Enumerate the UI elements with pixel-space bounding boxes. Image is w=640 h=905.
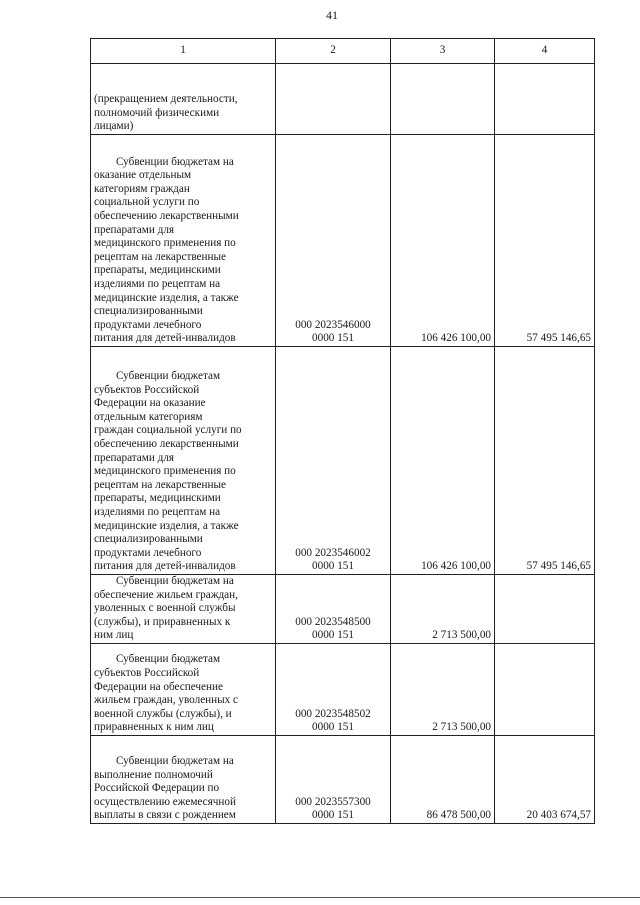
row-name	[91, 64, 276, 135]
row-value-col-4	[495, 644, 595, 736]
row-name-line: выполнение полномочий	[94, 768, 213, 781]
row-value-col-4	[495, 64, 595, 135]
row-code-line: 0000 151	[312, 721, 354, 734]
row-code-line: 0000 151	[312, 332, 354, 345]
row-name-line: Субвенции бюджетам на	[116, 155, 234, 168]
row-name-line: Субвенции бюджетам	[116, 653, 221, 666]
row-name-line: Субвенции бюджетам на	[116, 575, 234, 588]
row-code-line: 000 2023548502	[295, 707, 371, 720]
row-name-line: обеспечению лекарственными	[94, 210, 239, 223]
row-name-line: категориям граждан	[94, 182, 190, 195]
row-value-col-3: 86 478 500,00	[391, 736, 495, 824]
row-name-line: продуктами лечебного	[94, 318, 202, 331]
row-name-line: Федерации на обеспечение	[94, 680, 223, 693]
row-name-line: жильем граждан, уволенных с	[94, 694, 239, 707]
table-body	[91, 64, 595, 824]
row-value-col-3: 106 426 100,00	[391, 347, 495, 575]
row-name	[91, 736, 276, 824]
row-name	[91, 135, 276, 347]
row-name-line: (прекращением деятельности,	[94, 93, 238, 106]
row-name-line: изделиями по рецептам на	[94, 506, 221, 519]
table-row	[91, 347, 595, 575]
row-code-line: 0000 151	[312, 560, 354, 573]
table-row	[91, 575, 595, 644]
row-name-line: обеспечению лекарственными	[94, 438, 239, 451]
row-value-col-4: 57 495 146,65	[495, 347, 595, 575]
row-name-line: субъектов Российской	[94, 383, 200, 396]
row-code-line: 000 2023548500	[295, 615, 371, 628]
header-col-2: 2	[276, 39, 391, 64]
row-name	[91, 644, 276, 736]
row-code	[276, 347, 391, 575]
row-code-line: 000 2023546002	[295, 546, 371, 559]
row-name-line: Субвенции бюджетам на	[116, 755, 234, 768]
table-row	[91, 135, 595, 347]
header-col-3: 3	[391, 39, 495, 64]
row-value-col-4	[495, 575, 595, 644]
row-code	[276, 644, 391, 736]
row-name-line: уволенных с военной службы	[94, 602, 236, 615]
row-name-line: оказание отдельным	[94, 169, 192, 182]
row-value-col-4: 20 403 674,57	[495, 736, 595, 824]
row-name-line: медицинского применения по	[94, 237, 236, 250]
row-name-line: Российской Федерации по	[94, 782, 220, 795]
row-name-line: медицинского применения по	[94, 465, 236, 478]
row-name-line: препаратами для	[94, 451, 175, 464]
row-code	[276, 575, 391, 644]
row-name-line: медицинские изделия, а также	[94, 519, 239, 532]
row-code-line: 000 2023557300	[295, 795, 371, 808]
row-name-line: специализированными	[94, 533, 203, 546]
row-name-line: приравненных к ним лиц	[94, 721, 214, 734]
row-name-line: ним лиц	[94, 629, 134, 642]
row-name-line: граждан социальной услуги по	[94, 424, 242, 437]
row-name-line: препаратами для	[94, 223, 175, 236]
table-row	[91, 644, 595, 736]
row-name-line: препараты, медицинскими	[94, 492, 221, 505]
row-name-line: лицами)	[94, 120, 134, 133]
row-name-line: питания для детей-инвалидов	[94, 560, 236, 573]
row-name-line: обеспечение жильем граждан,	[94, 588, 238, 601]
scan-edge-line	[0, 897, 640, 898]
table-row	[91, 64, 595, 135]
row-name-line: препараты, медицинскими	[94, 264, 221, 277]
row-name-line: продуктами лечебного	[94, 546, 202, 559]
row-name-line: военной службы (службы), и	[94, 707, 232, 720]
row-name-line: социальной услуги по	[94, 196, 200, 209]
header-col-1: 1	[91, 39, 276, 64]
row-name	[91, 347, 276, 575]
row-name-line: изделиями по рецептам на	[94, 278, 221, 291]
row-name-line: рецептам на лекарственные	[94, 250, 226, 263]
row-name-line: (службы), и приравненных к	[94, 615, 231, 628]
row-name-line: выплаты в связи с рождением	[94, 809, 236, 822]
row-code	[276, 135, 391, 347]
row-code-line: 0000 151	[312, 629, 354, 642]
row-name-line: медицинские изделия, а также	[94, 291, 239, 304]
row-code	[276, 736, 391, 824]
row-name-line: специализированными	[94, 305, 203, 318]
row-value-col-3	[391, 64, 495, 135]
row-name-line: питания для детей-инвалидов	[94, 332, 236, 345]
row-name-line: Федерации на оказание	[94, 397, 206, 410]
row-name	[91, 575, 276, 644]
row-value-col-4: 57 495 146,65	[495, 135, 595, 347]
table-row	[91, 736, 595, 824]
row-name-line: Субвенции бюджетам	[116, 370, 221, 383]
row-name-line: полномочий физическими	[94, 106, 220, 119]
row-name-line: отдельным категориям	[94, 410, 203, 423]
header-col-4: 4	[495, 39, 595, 64]
page-number: 41	[326, 8, 338, 22]
row-code	[276, 64, 391, 135]
row-name-line: рецептам на лекарственные	[94, 478, 226, 491]
row-value-col-3: 2 713 500,00	[391, 575, 495, 644]
row-code-line: 000 2023546000	[295, 318, 371, 331]
row-name-line: осуществлению ежемесячной	[94, 795, 236, 808]
table-header-row	[91, 39, 595, 64]
row-value-col-3: 2 713 500,00	[391, 644, 495, 736]
row-code-line: 0000 151	[312, 809, 354, 822]
row-name-line: субъектов Российской	[94, 667, 200, 680]
budget-table	[90, 38, 595, 824]
row-value-col-3: 106 426 100,00	[391, 135, 495, 347]
